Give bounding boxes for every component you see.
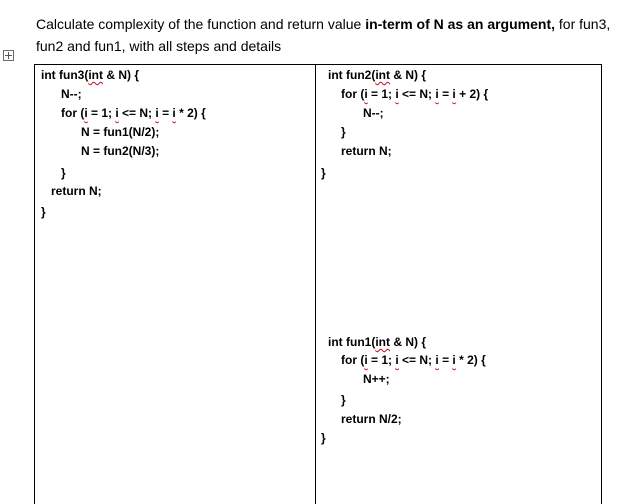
fun1-close-function: } (321, 431, 326, 445)
fun3-close-function: } (41, 205, 46, 219)
fun2-close-loop: } (341, 125, 346, 139)
fun2-return: return N; (341, 144, 392, 158)
question-text (36, 13, 616, 57)
fun3-line-decrement: N--; (61, 87, 82, 101)
fun2-close-function: } (321, 166, 326, 180)
fun3-for-loop: for (i = 1; i <= N; i = i * 2) { (61, 106, 206, 120)
fun3-close-loop: } (61, 166, 66, 180)
fun2-signature: int fun2(int & N) { (328, 68, 426, 82)
question-bold: in-term of N as an argument, (365, 16, 555, 32)
fun2-decrement: N--; (363, 106, 384, 120)
fun1-for-loop: for (i = 1; i <= N; i = i * 2) { (341, 353, 486, 367)
fun3-return: return N; (51, 184, 102, 198)
fun2-for-loop: for (i = 1; i <= N; i = i + 2) { (341, 87, 489, 101)
fun1-return: return N/2; (341, 412, 402, 426)
code-table (34, 64, 602, 504)
fun1-increment: N++; (363, 372, 390, 386)
question-part-1: Calculate complexity of the function and return value (36, 16, 366, 32)
fun3-call-fun2: N = fun2(N/3); (81, 144, 160, 158)
fun3-call-fun1: N = fun1(N/2); (81, 125, 160, 139)
column-divider (315, 65, 316, 504)
fun1-signature: int fun1(int & N) { (328, 335, 426, 349)
table-move-handle-icon[interactable] (3, 50, 14, 61)
fun3-signature: int fun3(int & N) { (41, 68, 139, 82)
question-part-2: for fun3, fun2 and fun1, with all steps and details (36, 16, 611, 54)
fun1-close-loop: } (341, 393, 346, 407)
